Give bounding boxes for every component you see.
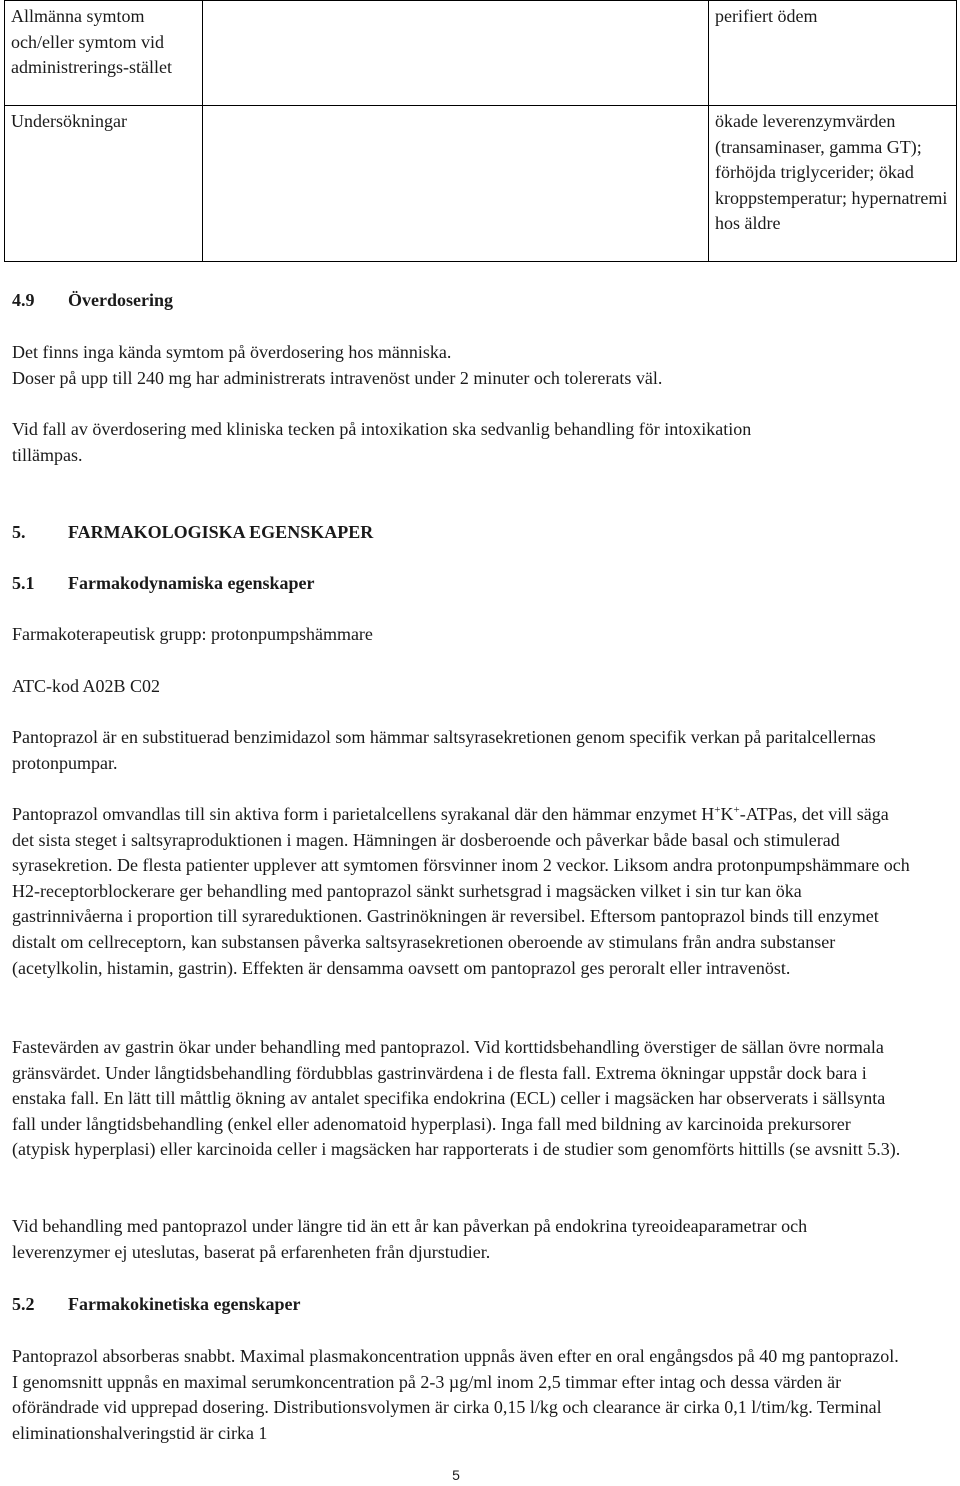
pharmacodynamics-paragraph-1: Pantoprazol är en substituerad benzimidazol som hämmar saltsyrasekretionen genom specifik verkan på paritalcellernas protonpumpar.	[12, 727, 876, 773]
text-line: Doser på upp till 240 mg har administrerats intravenöst under 2 minuter och tolererats väl.	[12, 367, 663, 388]
pharmacodynamics-paragraph-2: Pantoprazol omvandlas till sin aktiva form i parietalcellens syrakanal där den hämmar enzymet H+K+-ATPas, det vill säga det sista steget i saltsyraproduktionen i magen. Hämningen är dosberoende och påverkar både basal och stimulerad syrasekretion. De flesta patienter upplever att symtomen försvinner inom 2 veckor. Liksom andra protonpumpshämmare och H2-receptorblockerare ger behandling med pantoprazol sänkt surhetsgrad i magsäcken vilket i sin tur kan öka gastrinnivåerna i proportion till syrareduktionen. Gastrinökningen är reversibel. Eftersom pantoprazol binds till enzymet distalt om cellreceptorn, kan substansen påverka saltsyrasekretionen oberoende av stimulans från andra substanser (acetylkolin, histamin, gastrin). Effekten är densamma oavsett om pantoprazol ges peroralt eller intravenöst.	[12, 804, 910, 978]
table-cell-category: Undersökningar	[5, 106, 203, 262]
pharmacotherapeutic-group: Farmakoterapeutisk grupp: protonpumpshämmare	[12, 624, 373, 644]
section-title: Överdosering	[68, 290, 173, 310]
section-title: Farmakokinetiska egenskaper	[68, 1294, 301, 1314]
overdose-paragraph-1	[12, 340, 912, 391]
text-line: Det finns inga kända symtom på överdosering hos människa.	[12, 342, 452, 362]
table-row	[5, 1, 957, 106]
section-number: 5.	[12, 522, 26, 542]
table-row	[5, 106, 957, 262]
table-cell-effect: ökade leverenzymvärden (transaminaser, gamma GT); förhöjda triglycerider; ökad kroppstemperatur; hypernatremi hos äldre	[709, 106, 957, 262]
section-heading-4-9	[12, 288, 912, 314]
overdose-paragraph-2: Vid fall av överdosering med kliniska tecken på intoxikation ska sedvanlig behandling för intoxikation tillämpas.	[12, 419, 752, 465]
table-cell-empty	[203, 106, 709, 262]
pharmacodynamics-paragraph-4: Vid behandling med pantoprazol under längre tid än ett år kan påverkan på endokrina tyreoideaparametrar och leverenzymer ej uteslutas, baserat på erfarenheten från djurstudier.	[12, 1216, 808, 1262]
table-cell-empty	[203, 1, 709, 106]
page-number: 5	[452, 1467, 460, 1483]
section-number: 4.9	[12, 290, 35, 310]
section-number: 5.1	[12, 573, 35, 593]
section-title: Farmakodynamiska egenskaper	[68, 573, 315, 593]
table-cell-effect: perifiert ödem	[709, 1, 957, 106]
section-title: FARMAKOLOGISKA EGENSKAPER	[68, 522, 374, 542]
adverse-effects-table	[4, 0, 957, 262]
section-number: 5.2	[12, 1294, 35, 1314]
section-heading-5-1	[12, 571, 912, 597]
table-cell-category: Allmänna symtom och/eller symtom vid administrerings-stället	[5, 1, 203, 106]
pharmacokinetics-paragraph-1: Pantoprazol absorberas snabbt. Maximal plasmakoncentration uppnås även efter en oral engångsdos på 40 mg pantoprazol. I genomsnitt uppnås en maximal serumkoncentration på 2-3 µg/ml inom 2,5 timmar efter intag och dessa värden är oförändrade vid upprepad dosering. Distributionsvolymen är cirka 0,15 l/kg och clearance är cirka 0,1 l/tim/kg. Terminal eliminationshalveringstid är cirka 1	[12, 1346, 899, 1443]
section-heading-5	[12, 520, 912, 546]
section-heading-5-2	[12, 1292, 912, 1318]
pharmacodynamics-paragraph-3: Fastevärden av gastrin ökar under behandling med pantoprazol. Vid korttidsbehandling överstiger de sällan övre normala gränsvärdet. Under långtidsbehandling fördubblas gastrinvärdena i de flesta fall. Extrema ökningar uppstår dock bara i enstaka fall. En lätt till måttlig ökning av antalet specifika endokrina (ECL) celler i magsäcken har observerats i sällsynta fall under långtidsbehandling (enkel eller adenomatoid hyperplasi). Inga fall med bildning av karcinoida prekursorer (atypisk hyperplasi) eller karcinoida celler i magsäcken har rapporterats i de studier som genomförts hittills (se avsnitt 5.3).	[12, 1037, 901, 1160]
atc-code: ATC-kod A02B C02	[12, 676, 161, 696]
